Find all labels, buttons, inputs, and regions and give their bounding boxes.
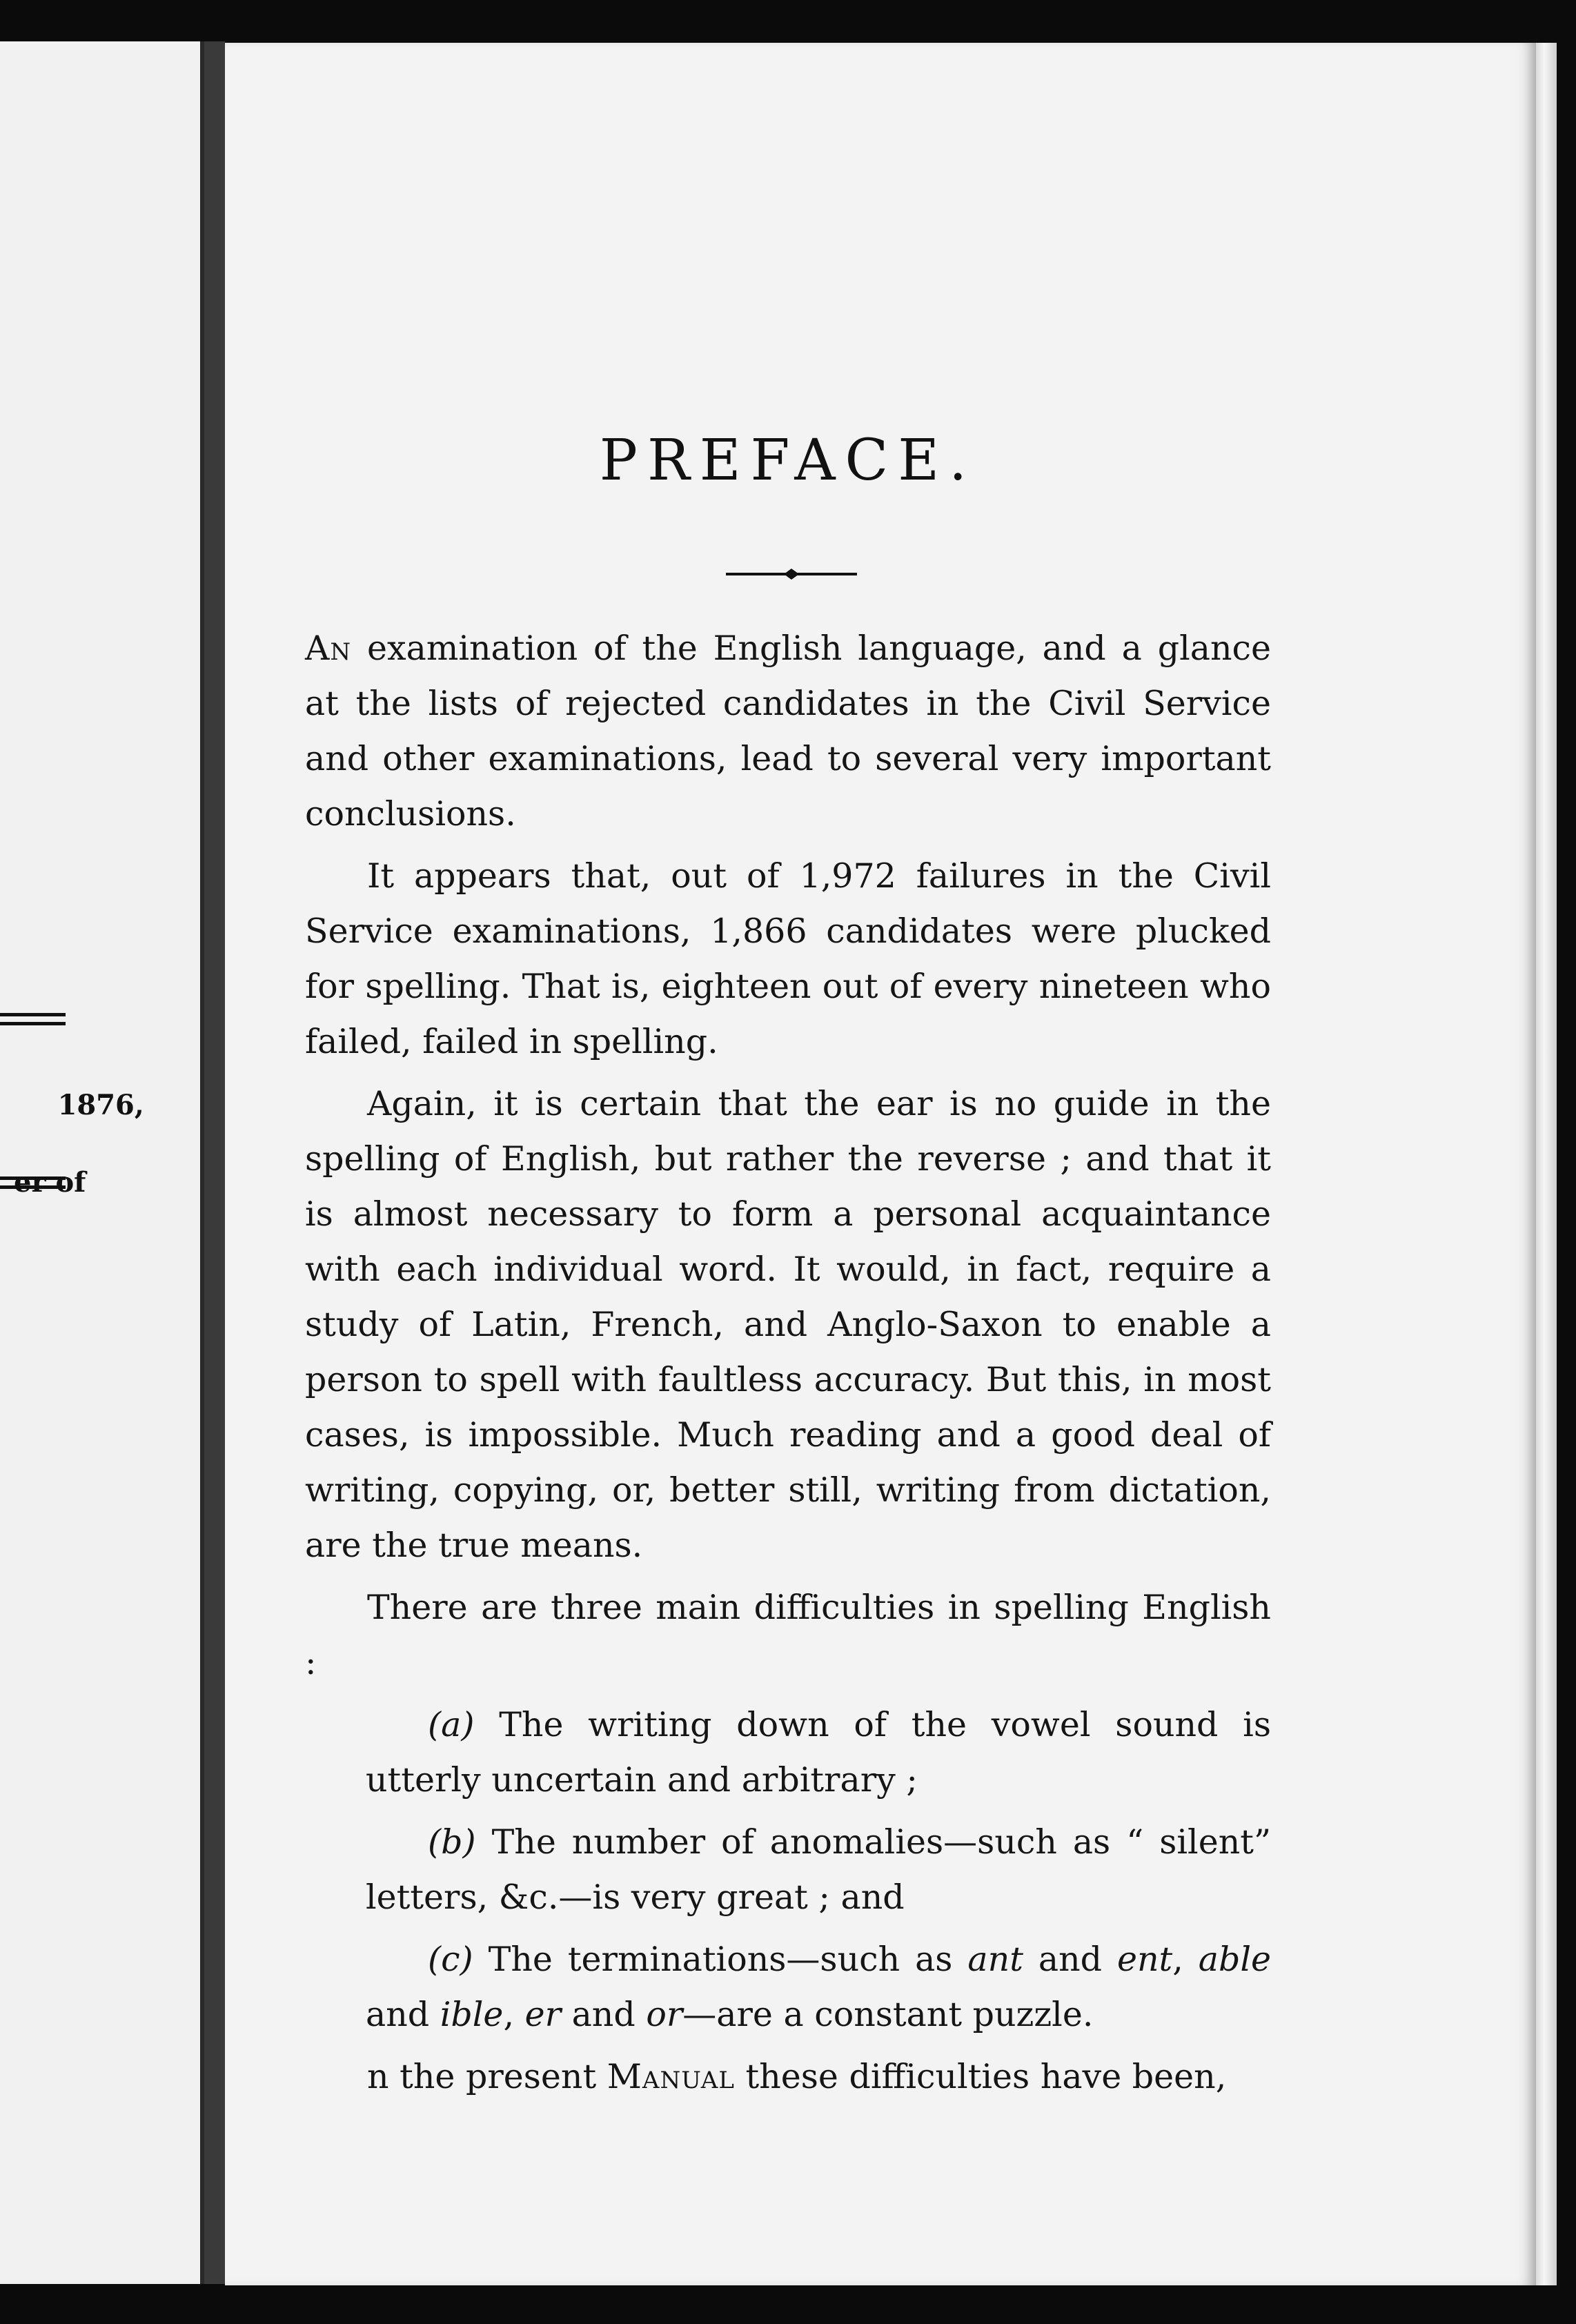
paragraph-1 [305, 621, 1271, 842]
book-gutter [204, 41, 225, 2284]
list-item-b-text-2: letters, &c.—is very great ; and [366, 1878, 905, 1917]
term-ible: ible [440, 1995, 504, 2034]
list-item-c-and-3: and [561, 1995, 647, 2034]
list-item-c [305, 1932, 1271, 2042]
list-item-c-text-1: The terminations—such as [473, 1940, 968, 1979]
term-er: er [524, 1995, 562, 2034]
list-item-b-label: (b) [428, 1822, 476, 1862]
page-title: PREFACE. [599, 428, 977, 493]
list-item-c-text-2: —are a constant puzzle. [682, 1995, 1094, 2034]
list-item-c-label: (c) [428, 1940, 473, 1979]
paragraph-5-end: these difficulties have been, [734, 2057, 1227, 2096]
list-item-c-comma-1: , [1172, 1940, 1199, 1979]
term-ent: ent [1116, 1940, 1173, 1979]
term-ant: ant [967, 1940, 1023, 1979]
previous-page-line-2: er of [14, 1166, 86, 1199]
list-item-c-and-2: and [366, 1995, 440, 2034]
paragraph-1-text: examination of the English language, and a glance at the lists of rejected candidates in the Civil Service and other examinations, lead to several very important conclusions. [305, 629, 1271, 834]
double-rule-bottom [0, 1176, 66, 1189]
double-rule-top [0, 1013, 66, 1025]
list-item-a-text: The writing down of the vowel sound is utterly uncertain and arbitrary ; [366, 1705, 1271, 1800]
preface-body [305, 621, 1271, 2111]
list-item-a-label: (a) [428, 1705, 475, 1744]
list-item-a [305, 1697, 1271, 1808]
paragraph-5-start: n the present [367, 2057, 607, 2096]
term-or: or [646, 1995, 683, 2034]
page-edge-shadow [1536, 43, 1557, 2285]
previous-page-line-1: 1876, [57, 1089, 144, 1121]
list-item-b-text-1: The number of anomalies—such as [475, 1822, 1127, 1862]
list-item-c-and-1: and [1023, 1940, 1117, 1979]
list-item-b-quote: “ silent” [1126, 1822, 1271, 1862]
manual-small-caps: Manual [607, 2057, 735, 2096]
paragraph-3: Again, it is certain that the ear is no guide in the spelling of English, but rather the reverse ; and that it is almost necessary to form a personal acquaintance with each individual word. It would, in fact, require a study of Latin, French, and Anglo-Saxon to enable a person to spell with faultless accuracy. But this, in most cases, is impossible. Much reading and a good deal of writing, copying, or, better still, writing from dictation, are the true means. [305, 1084, 1271, 1565]
list-item-b [305, 1815, 1271, 1925]
paragraph-4: There are three main difficulties in spelling English : [305, 1588, 1271, 1682]
paragraph-1-lead: An [305, 629, 352, 668]
previous-page-text [0, 1047, 144, 1279]
term-able: able [1198, 1940, 1271, 1979]
previous-page-fragment [0, 41, 204, 2284]
ornamental-divider [726, 567, 857, 581]
paragraph-5 [305, 2049, 1271, 2105]
paragraph-2: It appears that, out of 1,972 failures in the Civil Service examinations, 1,866 candidates were plucked for spelling. That is, eighteen out of every nineteen who failed, failed in spelling. [305, 856, 1271, 1061]
list-item-c-comma-2: , [503, 1995, 525, 2034]
